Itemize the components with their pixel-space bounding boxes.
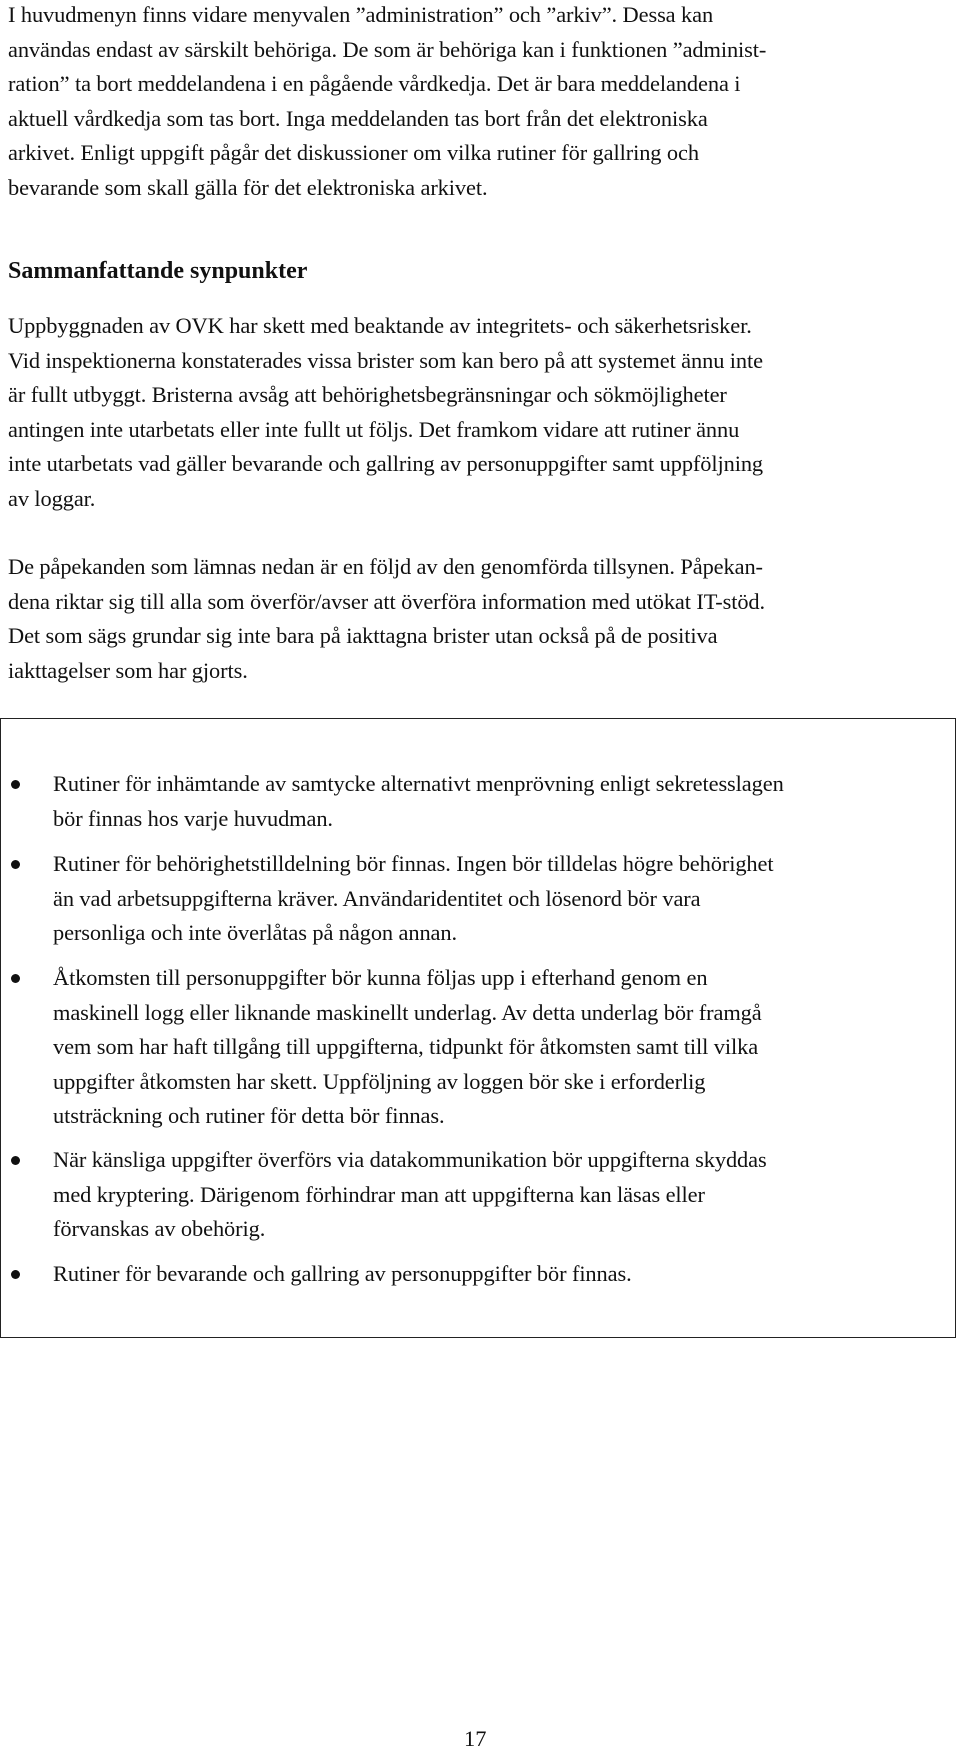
text-line: Åtkomsten till personuppgifter bör kunna följas upp i efterhand genom en <box>53 965 708 990</box>
text-line: uppgifter åtkomsten har skett. Uppföljning av loggen bör ske i erforderlig <box>53 1068 706 1094</box>
text-line: Det som sägs grundar sig inte bara på iakttagna brister utan också på de positiva <box>8 623 718 648</box>
bullet-icon <box>11 860 20 869</box>
bullet-icon <box>11 1156 20 1165</box>
text-line: Rutiner för inhämtande av samtycke alternativt menprövning enligt sekretesslagen <box>53 771 784 796</box>
text-line: än vad arbetsuppgifterna kräver. Användaridentitet och lösenord bör vara <box>53 885 701 911</box>
text-line: I huvudmenyn finns vidare menyvalen ”administration” och ”arkiv”. Dessa kan <box>8 2 714 27</box>
bullet-icon <box>11 780 20 789</box>
text-line: utsträckning och rutiner för detta bör finnas. <box>53 1103 445 1128</box>
list-item <box>53 847 943 951</box>
text-line: dena riktar sig till alla som överför/avser att överföra information med utökat IT-stöd. <box>8 588 766 614</box>
text-line: maskinell logg eller liknande maskinellt underlag. Av detta underlag bör framgå <box>53 999 762 1025</box>
bullet-icon <box>11 974 20 983</box>
text-line: När känsliga uppgifter överförs via datakommunikation bör uppgifterna skyddas <box>53 1147 767 1172</box>
text-line: är fullt utbyggt. Bristerna avsåg att behörighetsbegränsningar och sökmöjligheter <box>8 382 727 407</box>
text-line: Rutiner för bevarande och gallring av personuppgifter bör finnas. <box>53 1261 632 1286</box>
summary-paragraph <box>8 309 948 516</box>
text-line: arkivet. Enligt uppgift pågår det diskussioner om vilka rutiner för gallring och <box>8 140 699 165</box>
text-line: av loggar. <box>8 485 96 511</box>
text-line: De påpekanden som lämnas nedan är en följd av den genomförda tillsynen. Påpekan- <box>8 554 763 579</box>
recommendations-box <box>0 718 956 1338</box>
text-line: personliga och inte överlåtas på någon annan. <box>53 920 457 945</box>
text-line: antingen inte utarbetats eller inte fullt ut följs. Det framkom vidare att rutiner ännu <box>8 416 740 442</box>
text-line: iakttagelser som har gjorts. <box>8 657 248 683</box>
text-line: Vid inspektionerna konstaterades vissa brister som kan bero på att systemet ännu inte <box>8 347 763 373</box>
text-line: förvanskas av obehörig. <box>53 1216 266 1241</box>
text-line: Uppbyggnaden av OVK har skett med beaktande av integritets- och säkerhetsrisker. <box>8 313 752 338</box>
text-line: bevarande som skall gälla för det elektroniska arkivet. <box>8 174 488 200</box>
text-line: vem som har haft tillgång till uppgifterna, tidpunkt för åtkomsten samt till vilka <box>53 1034 759 1059</box>
section-heading: Sammanfattande synpunkter <box>8 258 308 284</box>
remarks-paragraph <box>8 550 948 688</box>
text-line: Rutiner för behörighetstilldelning bör finnas. Ingen bör tilldelas högre behörighet <box>53 851 774 876</box>
list-item <box>53 961 943 1134</box>
page-number: 17 <box>464 1726 487 1751</box>
text-line: aktuell vårdkedja som tas bort. Inga meddelanden tas bort från det elektroniska <box>8 105 708 131</box>
bullet-icon <box>11 1270 20 1279</box>
text-line: ration” ta bort meddelandena i en pågående vårdkedja. Det är bara meddelandena i <box>8 71 741 96</box>
text-line: användas endast av särskilt behöriga. De som är behöriga kan i funktionen ”administ- <box>8 36 767 62</box>
list-item <box>53 1257 943 1292</box>
text-line: med kryptering. Därigenom förhindrar man att uppgifterna kan läsas eller <box>53 1181 705 1207</box>
list-item <box>53 767 943 836</box>
intro-paragraph <box>8 0 948 205</box>
list-item <box>53 1143 943 1247</box>
text-line: inte utarbetats vad gäller bevarande och gallring av personuppgifter samt uppföljning <box>8 451 764 476</box>
text-line: bör finnas hos varje huvudman. <box>53 805 333 831</box>
